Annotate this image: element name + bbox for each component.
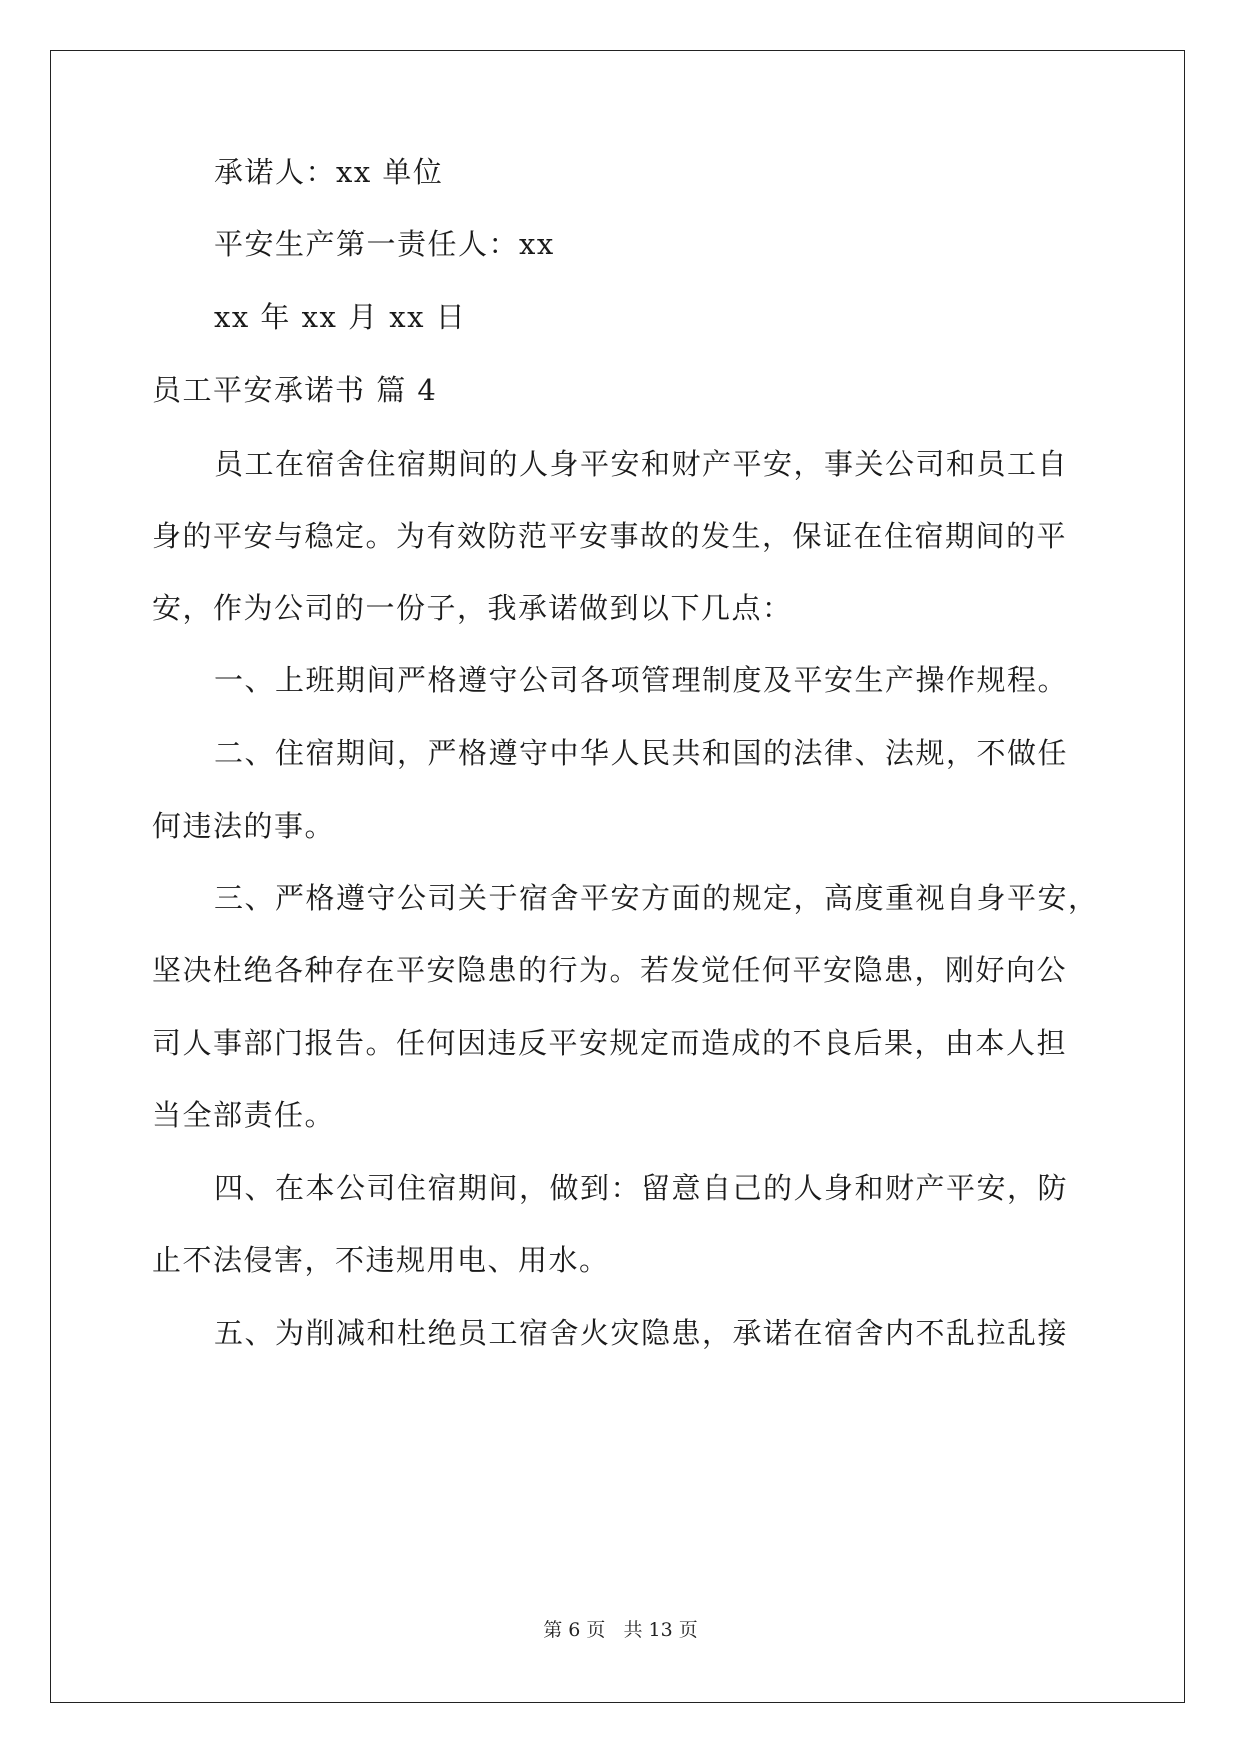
- paragraph-line: 当全部责任。: [152, 1098, 336, 1132]
- responsible-person-line: 平安生产第一责任人：xx: [214, 227, 555, 261]
- paragraph-line: 五、为削减和杜绝员工宿舍火灾隐患，承诺在宿舍内不乱拉乱接: [214, 1316, 1069, 1350]
- paragraph-line: 止不法侵害，不违规用电、用水。: [152, 1243, 610, 1277]
- paragraph-line: 坚决杜绝各种存在平安隐患的行为。若发觉任何平安隐患，刚好向公: [152, 953, 1068, 987]
- signatory-line: 承诺人：xx 单位: [214, 155, 444, 189]
- paragraph-line: 二、住宿期间，严格遵守中华人民共和国的法律、法规，不做任: [214, 736, 1069, 770]
- date-line: xx 年 xx 月 xx 日: [214, 300, 467, 334]
- paragraph-line: 四、在本公司住宿期间，做到：留意自己的人身和财产平安，防: [214, 1171, 1069, 1205]
- section-heading: 员工平安承诺书 篇 4: [152, 373, 438, 407]
- paragraph-line: 安，作为公司的一份子，我承诺做到以下几点：: [152, 591, 793, 625]
- paragraph-line: 一、上班期间严格遵守公司各项管理制度及平安生产操作规程。: [214, 663, 1069, 697]
- paragraph-line: 司人事部门报告。任何因违反平安规定而造成的不良后果，由本人担: [152, 1026, 1068, 1060]
- page-number-current: 第 6 页: [543, 1619, 606, 1641]
- paragraph-line: 身的平安与稳定。为有效防范平安事故的发生，保证在住宿期间的平: [152, 519, 1068, 553]
- page-number-total: 共 13 页: [623, 1619, 698, 1641]
- page-footer: [0, 1618, 1241, 1642]
- paragraph-line: 员工在宿舍住宿期间的人身平安和财产平安，事关公司和员工自: [214, 447, 1069, 481]
- paragraph-line: 何违法的事。: [152, 809, 336, 843]
- paragraph-line: 三、严格遵守公司关于宿舍平安方面的规定，高度重视自身平安，: [214, 881, 1099, 915]
